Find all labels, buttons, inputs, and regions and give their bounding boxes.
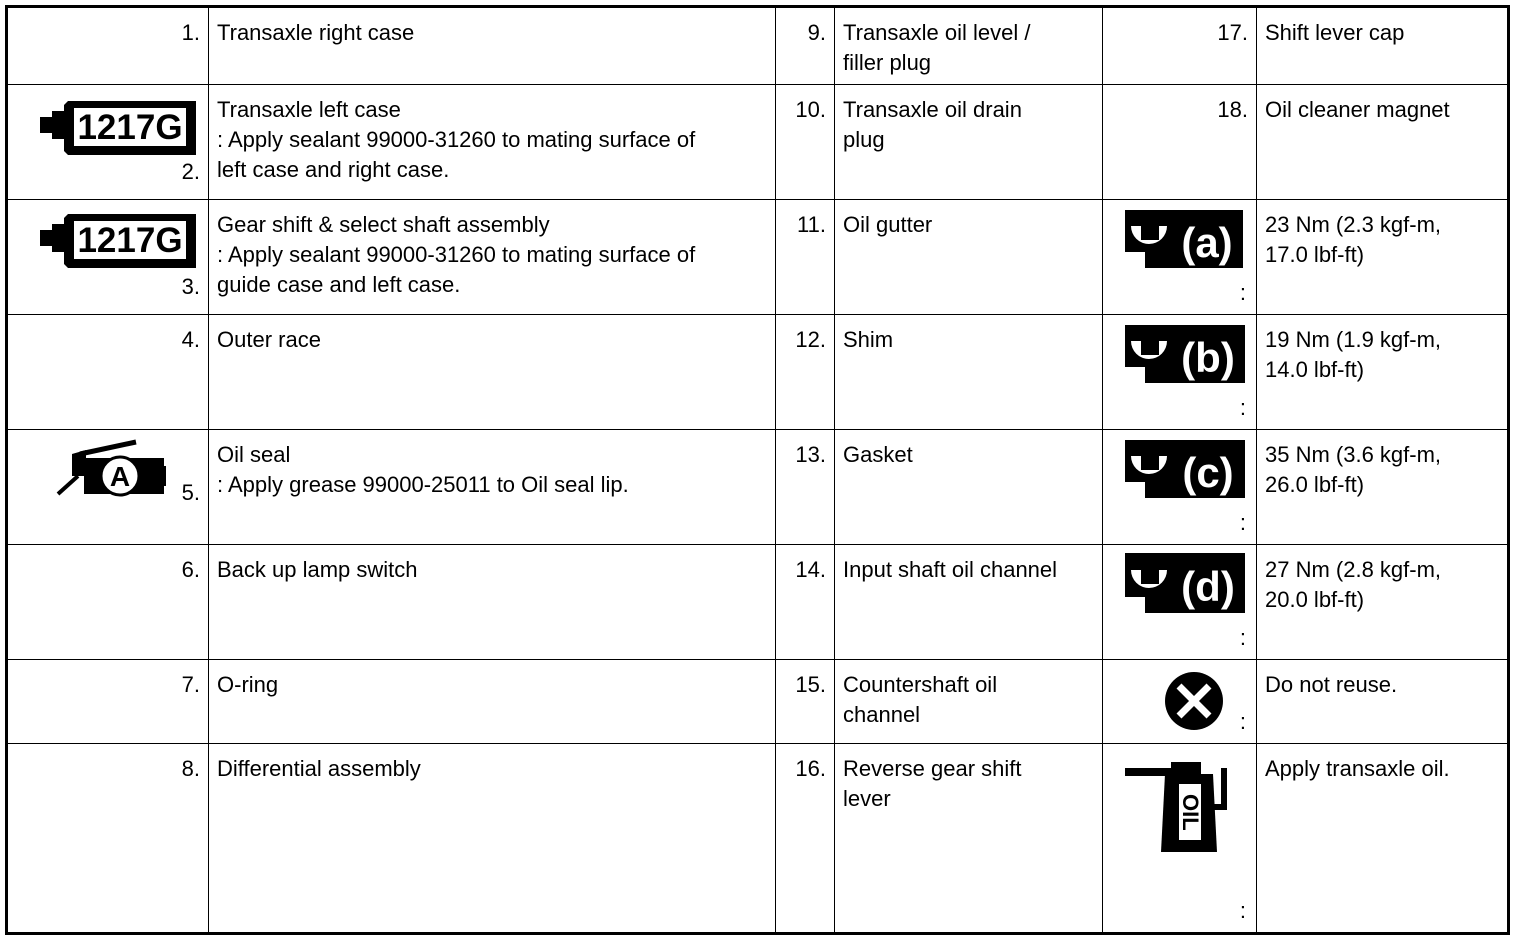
item-number-text: 1. xyxy=(181,20,200,45)
description-line: Gasket xyxy=(843,442,913,467)
table-row xyxy=(7,660,1509,744)
oil-can-label: OIL xyxy=(1178,794,1203,831)
grease-code-label: A xyxy=(109,461,131,492)
description-line: Oil seal xyxy=(217,442,291,467)
description-line: Back up lamp switch xyxy=(217,557,418,582)
item-number xyxy=(776,7,835,85)
torque-wrench-label: (d) xyxy=(1181,563,1235,610)
item-number-text: 11. xyxy=(797,212,826,237)
item-number-text: 3. xyxy=(181,274,200,299)
description-line: Transaxle right case xyxy=(217,20,415,45)
item-description xyxy=(835,7,1103,85)
oil-can-icon xyxy=(1125,756,1247,856)
item-number xyxy=(776,545,835,660)
description-line: Input shaft oil channel xyxy=(843,557,1058,582)
table-row xyxy=(7,200,1509,315)
torque-wrench-icon xyxy=(1125,553,1245,613)
sealant-tube-icon xyxy=(40,99,200,157)
item-description xyxy=(835,545,1103,660)
description-line: 26.0 lbf-ft) xyxy=(1265,472,1365,497)
torque-symbol-cell xyxy=(1103,200,1257,315)
description-line: : Apply sealant 99000-31260 to mating surface of xyxy=(217,242,696,267)
table-row xyxy=(7,744,1509,934)
item-description xyxy=(209,744,776,934)
symbol-colon: : xyxy=(1239,709,1246,734)
description-line: left case and right case. xyxy=(217,157,450,182)
sealant-code-label: 1217G xyxy=(77,221,183,260)
item-number xyxy=(7,744,209,934)
item-number-with-icon xyxy=(7,200,209,315)
item-number xyxy=(776,660,835,744)
description-line: Reverse gear shift xyxy=(843,756,1022,781)
item-description xyxy=(835,430,1103,545)
item-number-text: 10. xyxy=(795,97,826,122)
item-number-text: 15. xyxy=(795,672,826,697)
table-row xyxy=(7,315,1509,430)
torque-wrench-icon xyxy=(1125,440,1245,498)
description-line: Transaxle oil level / xyxy=(843,20,1031,45)
description-line: 27 Nm (2.8 kgf-m, xyxy=(1265,557,1442,582)
sealant-code-label: 1217G xyxy=(77,108,183,147)
description-line: 20.0 lbf-ft) xyxy=(1265,587,1365,612)
item-description xyxy=(209,200,776,315)
description-line: Outer race xyxy=(217,327,321,352)
oil-can-symbol-cell xyxy=(1103,744,1257,934)
do-not-reuse-icon xyxy=(1163,670,1225,732)
torque-symbol-cell xyxy=(1103,430,1257,545)
description-line: lever xyxy=(843,786,891,811)
item-number-text: 12. xyxy=(795,327,826,352)
item-number-text: 16. xyxy=(795,756,826,781)
item-number xyxy=(776,85,835,200)
description-line: Shim xyxy=(843,327,894,352)
item-number-text: 7. xyxy=(181,672,200,697)
torque-symbol-cell xyxy=(1103,545,1257,660)
torque-wrench-label: (c) xyxy=(1182,449,1234,496)
item-description xyxy=(209,85,776,200)
description-line: Do not reuse. xyxy=(1265,672,1398,697)
item-description xyxy=(1257,744,1509,934)
item-description xyxy=(835,744,1103,934)
symbol-colon: : xyxy=(1239,280,1246,305)
item-description xyxy=(835,315,1103,430)
item-description xyxy=(1257,660,1509,744)
item-description xyxy=(209,7,776,85)
item-description xyxy=(835,200,1103,315)
description-line: channel xyxy=(843,702,921,727)
item-description xyxy=(1257,7,1509,85)
item-number-with-icon xyxy=(7,430,209,545)
symbol-colon: : xyxy=(1239,395,1246,420)
description-line: 19 Nm (1.9 kgf-m, xyxy=(1265,327,1442,352)
table-row xyxy=(7,7,1509,85)
item-description xyxy=(1257,430,1509,545)
torque-wrench-icon xyxy=(1125,210,1243,268)
table-row xyxy=(7,430,1509,545)
item-description xyxy=(209,545,776,660)
torque-wrench-label: (a) xyxy=(1181,219,1233,266)
description-line: Oil cleaner magnet xyxy=(1265,97,1450,122)
torque-wrench-icon xyxy=(1125,325,1245,383)
item-description xyxy=(835,85,1103,200)
item-number-text: 13. xyxy=(795,442,826,467)
description-line: plug xyxy=(843,127,885,152)
description-line: Oil gutter xyxy=(843,212,933,237)
symbol-colon: : xyxy=(1239,625,1246,650)
item-number xyxy=(776,430,835,545)
item-description xyxy=(1257,315,1509,430)
description-line: 23 Nm (2.3 kgf-m, xyxy=(1265,212,1442,237)
grease-gun-icon xyxy=(54,436,168,498)
item-number xyxy=(1103,85,1257,200)
description-line: : Apply grease 99000-25011 to Oil seal lip. xyxy=(217,472,629,497)
description-line: Countershaft oil xyxy=(843,672,998,697)
item-number xyxy=(7,545,209,660)
item-description xyxy=(1257,85,1509,200)
item-number-text: 6. xyxy=(181,557,200,582)
item-number-text: 14. xyxy=(795,557,826,582)
description-line: Shift lever cap xyxy=(1265,20,1405,45)
item-number-text: 4. xyxy=(181,327,200,352)
sealant-tube-icon xyxy=(40,212,200,270)
symbol-colon: : xyxy=(1239,510,1246,535)
symbol-colon: : xyxy=(1239,898,1246,923)
item-number xyxy=(7,315,209,430)
item-number xyxy=(7,7,209,85)
item-number-text: 8. xyxy=(181,756,200,781)
item-number xyxy=(776,200,835,315)
torque-symbol-cell xyxy=(1103,315,1257,430)
item-number xyxy=(1103,7,1257,85)
description-line: Gear shift & select shaft assembly xyxy=(217,212,550,237)
item-number xyxy=(776,315,835,430)
item-number-with-icon xyxy=(7,85,209,200)
description-line: : Apply sealant 99000-31260 to mating surface of xyxy=(217,127,696,152)
item-description xyxy=(209,660,776,744)
description-line: Apply transaxle oil. xyxy=(1265,756,1450,781)
table-row xyxy=(7,85,1509,200)
table-row xyxy=(7,545,1509,660)
item-description xyxy=(1257,545,1509,660)
description-line: 35 Nm (3.6 kgf-m, xyxy=(1265,442,1442,467)
item-number-text: 9. xyxy=(807,20,826,45)
item-description xyxy=(1257,200,1509,315)
description-line: Transaxle left case xyxy=(217,97,401,122)
item-description xyxy=(209,430,776,545)
item-number xyxy=(776,744,835,934)
item-number-text: 5. xyxy=(181,480,200,505)
description-line: guide case and left case. xyxy=(217,272,461,297)
component-legend-table xyxy=(5,5,1510,935)
item-number-text: 2. xyxy=(181,159,200,184)
do-not-reuse-symbol-cell xyxy=(1103,660,1257,744)
description-line: 14.0 lbf-ft) xyxy=(1265,357,1365,382)
item-number xyxy=(7,660,209,744)
item-description xyxy=(209,315,776,430)
description-line: filler plug xyxy=(843,50,932,75)
description-line: Transaxle oil drain xyxy=(843,97,1022,122)
torque-wrench-label: (b) xyxy=(1181,334,1235,381)
description-line: Differential assembly xyxy=(217,756,421,781)
description-line: O-ring xyxy=(217,672,279,697)
description-line: 17.0 lbf-ft) xyxy=(1265,242,1365,267)
item-number-text: 18. xyxy=(1217,97,1248,122)
item-number-text: 17. xyxy=(1217,20,1248,45)
item-description xyxy=(835,660,1103,744)
